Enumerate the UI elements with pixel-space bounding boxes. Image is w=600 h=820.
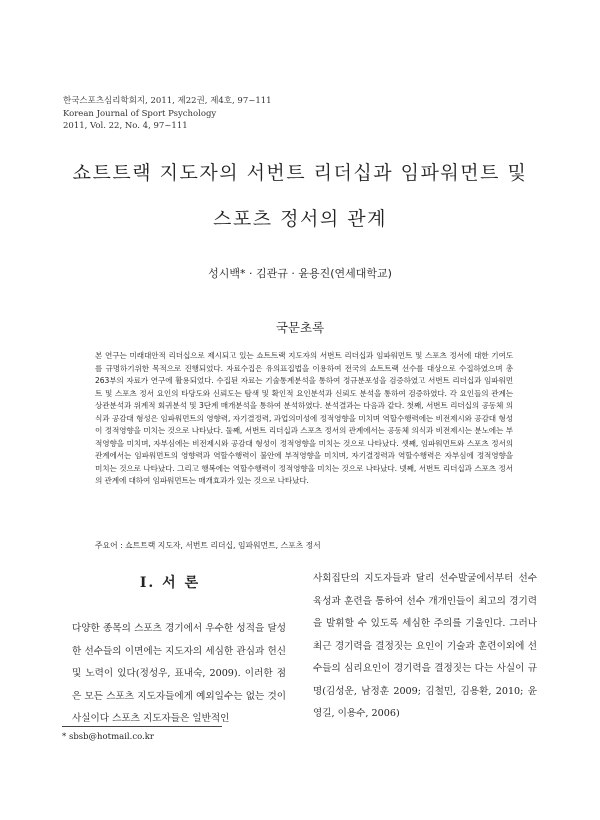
abstract-body: 본 연구는 미래대안적 리더십으로 제시되고 있는 쇼트트랙 지도자의 서번트 리더십과 임파워먼트 및 스포츠 정서에 대한 기여도를 규명하기위한 목적으로 진행되었다. 자료수집은 유의표집법을 이용하여 전국의 쇼트트랙 선수를 대상으로 수집하였으며 총263부의 자료가 연구에 활용되었다. 수집된 자료는 기술통계분석을 통하여 정규분포성을 검증하였고 서번트 리더십과 임파워먼트 및 스포츠 정서 요인의 타당도와 신뢰도는 탐색 및 확인적 요인분석과 신뢰도 분석을 통하여 검증하였다. 각 요인들의 관계는 상관분석과 위계적 회귀분석 및 3단계 매개분석을 통하여 분석하였다. 분석결과는 다음과 같다. 첫째, 서번트 리더십의 공동체 의식과 공감대 형성은 임파워먼트의 영향력, 자기결정력, 과업의미성에 정적영향을 미치며 역할수행력에는 비전제시와 공감대 형성이 정적영향을 미치는 것으로 나타났다. 둘째, 서번트 리더십과 스포츠 정서의 관계에서는 공동체 의식과 비전제시는 분노에는 부적영향을 미치며, 자부심에는 비전제시와 공감대 형성이 정적영향을 미치는 것으로 나타났다. 셋째, 임파워먼트와 스포츠 정서의 관계에서는 임파워먼트의 영향력과 역할수행력이 불안에 부적영향을 미치며, 자기결정력과 역할수행력은 자부심에 정적영향을 미치는 것으로 나타났다. 그리고 행복에는 역할수행력이 정적영향을 미치는 것으로 나타났다. 넷째, 서번트 리더십과 스포츠 정서의 관계에 대하여 임파워먼트는 매개효과가 있는 것으로 나타났다. bbox=[95, 351, 513, 485]
body-paragraph-right: 사회집단의 지도자들과 달리 선수발굴에서부터 선수육성과 훈련을 통하여 선수 개개인들이 최고의 경기력을 발휘할 수 있도록 세심한 주의를 기울인다. 그러나 최근 경기력을 결정짓는 요인이 기술과 훈련이외에 선수들의 심리요인이 경기력을 결정짓는 다는 사실이 규명(김성운, 남정훈 2009; 김철민, 김용환, 2010; 윤영길, 이용수, 2006) bbox=[313, 573, 537, 719]
paper-title-line-1: 쇼트트랙 지도자의 서번트 리더십과 임파워먼트 및 bbox=[72, 162, 528, 184]
footnote-email: * sbsb@hotmail.co.kr bbox=[62, 732, 154, 742]
body-column-left bbox=[62, 618, 286, 731]
paper-title bbox=[0, 150, 600, 242]
body-column-right bbox=[313, 568, 537, 726]
journal-header-english: Korean Journal of Sport Psychology bbox=[63, 108, 217, 119]
paper-title-line-2: 스포츠 정서의 관계 bbox=[213, 208, 387, 230]
footnote-divider bbox=[62, 726, 222, 727]
journal-header bbox=[63, 95, 272, 133]
body-paragraph-left: 다양한 종목의 스포츠 경기에서 우수한 성적을 달성한 선수들의 이면에는 지도자의 세심한 관심과 헌신 및 노력이 있다(정성우, 표내숙, 2009). 이러한 점은 모든 스포츠 지도자들에게 예외일수는 없는 것이 사실이다 스포츠 지도자들은 일반적인 bbox=[72, 623, 286, 724]
section-heading-introduction: I. 서 론 bbox=[139, 575, 201, 591]
journal-header-korean: 한국스포츠심리학회지, 2011, 제22권, 제4호, 97~111 bbox=[63, 96, 272, 106]
journal-header-volume: 2011, Vol. 22, No. 4, 97~111 bbox=[63, 121, 188, 131]
keywords: 주요어 : 쇼트트랙 지도자, 서번트 리더십, 임파워먼트, 스포츠 정서 bbox=[95, 541, 321, 550]
author-list: 성시백* · 김관규 · 윤용진(연세대학교) bbox=[208, 267, 392, 280]
abstract-heading: 국문초록 bbox=[275, 320, 325, 335]
